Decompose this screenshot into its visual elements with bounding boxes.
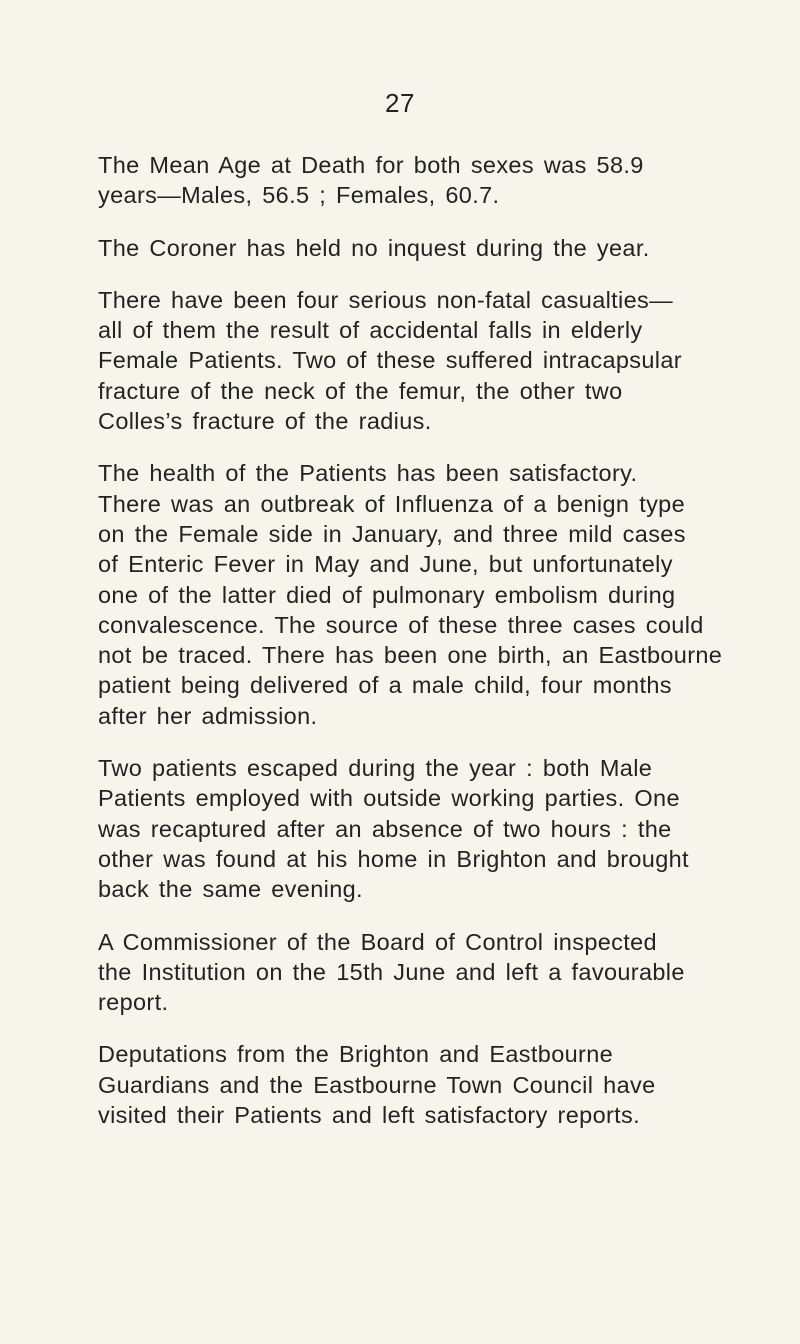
paragraph-line: A Commissioner of the Board of Control inspected: [98, 928, 657, 955]
paragraph-line: visited their Patients and left satisfactory reports.: [98, 1102, 641, 1129]
page-number: 27: [385, 88, 415, 118]
paragraph-line: not be traced. There has been one birth, an Eastbourne: [98, 642, 723, 669]
paragraph-casualties: [98, 285, 718, 436]
paragraph-health: [98, 458, 723, 731]
paragraph-line: of Enteric Fever in May and June, but unfortunately: [98, 551, 673, 578]
paragraph-line: back the same evening.: [98, 876, 363, 903]
paragraph-mean-age: [98, 150, 718, 211]
paragraph-line: years—Males, 56.5 ; Females, 60.7.: [98, 182, 500, 209]
paragraph-line: convalescence. The source of these three cases could: [98, 611, 704, 638]
paragraph-line: Patients employed with outside working parties. One: [98, 785, 680, 812]
paragraph-line: the Institution on the 15th June and left a favourable: [98, 958, 685, 985]
paragraph-line: on the Female side in January, and three mild cases: [98, 520, 686, 547]
paragraph-line: other was found at his home in Brighton and brought: [98, 845, 689, 872]
paragraph-line: Two patients escaped during the year : both Male: [98, 755, 653, 782]
paragraph-line: Deputations from the Brighton and Eastbourne: [98, 1041, 614, 1068]
paragraph-escapes: [98, 753, 718, 904]
paragraph-line: The health of the Patients has been satisfactory.: [98, 460, 638, 487]
paragraph-line: There have been four serious non-fatal casualties—: [98, 286, 674, 313]
paragraph-line: Colles’s fracture of the radius.: [98, 408, 432, 435]
paragraph-line: There was an outbreak of Influenza of a benign type: [98, 490, 686, 517]
paragraph-line: all of them the result of accidental falls in elderly: [98, 317, 643, 344]
paragraph-coroner: [98, 233, 718, 263]
paragraph-line: one of the latter died of pulmonary embolism during: [98, 581, 676, 608]
paragraph-line: The Mean Age at Death for both sexes was 58.9: [98, 152, 644, 178]
paragraph-line: The Coroner has held no inquest during the year.: [98, 234, 650, 261]
paragraph-inspection: [98, 927, 718, 1018]
paragraph-line: report.: [98, 989, 169, 1016]
paragraph-line: patient being delivered of a male child, four months: [98, 672, 672, 699]
paragraph-deputations: [98, 1039, 718, 1130]
paragraph-line: was recaptured after an absence of two hours : the: [98, 815, 672, 842]
paragraph-line: Guardians and the Eastbourne Town Council have: [98, 1071, 656, 1098]
paragraph-line: fracture of the neck of the femur, the other two: [98, 377, 623, 404]
paragraph-line: Female Patients. Two of these suffered intracapsular: [98, 347, 682, 374]
paragraph-line: after her admission.: [98, 702, 318, 729]
body-text: [98, 150, 723, 1152]
